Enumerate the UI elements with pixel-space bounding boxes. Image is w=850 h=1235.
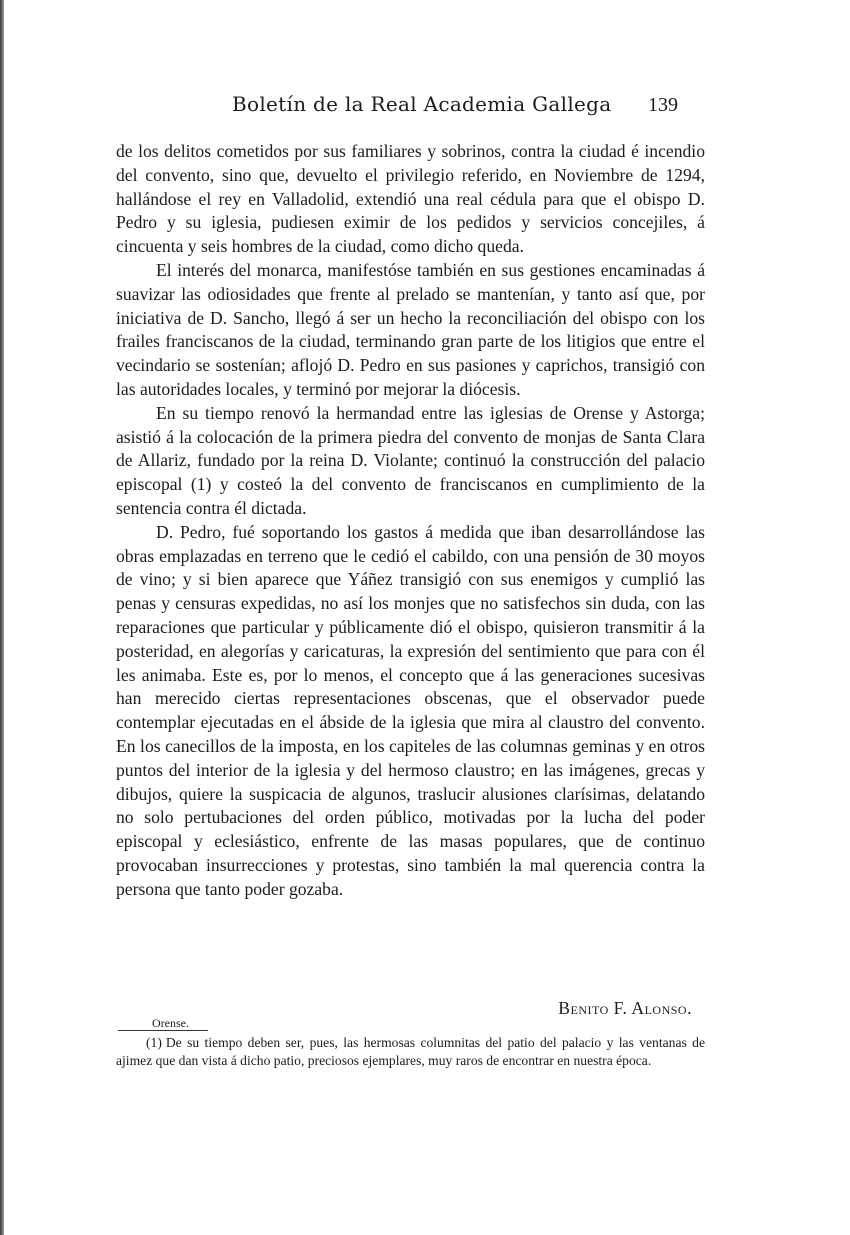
paragraph: de los delitos cometidos por sus familiares y sobrinos, contra la ciudad é incendio del convento, sino que, devuelto el privilegio referido, en Noviembre de 1294, hallándose el rey en Valladolid, extendió una real cédula para que el obispo D. Pedro y su iglesia, pudiesen eximir de los pedidos y servicios concejiles, á cincuenta y seis hombres de la ciudad, como dicho queda. <box>116 141 705 257</box>
dateline: Orense. <box>152 1016 189 1030</box>
page-edge-shadow <box>0 0 4 1235</box>
paragraph: En su tiempo renovó la hermandad entre las iglesias de Orense y Astorga; asistió á la colocación de la primera piedra del convento de monjas de Santa Clara de Allariz, fundado por la reina D. Violante; continuó la construcción del palacio episcopal (1) y costeó la del convento de franciscanos en cumplimiento de la sentencia contra él dictada. <box>116 402 705 518</box>
footnote-text: De su tiempo deben ser, pues, las hermosas columnitas del patio del palacio y las ventanas de ajimez que dan vista á dicho patio, preciosos ejemplares, muy raros de encontrar en nuestra época. <box>116 1035 705 1068</box>
footnote-mark: (1) <box>146 1035 162 1050</box>
footnote-rule <box>118 1030 208 1031</box>
running-head: Boletín de la Real Academia Gallega <box>232 92 612 116</box>
body-text <box>116 140 705 902</box>
author-signature: Benito F. Alonso. <box>558 998 692 1018</box>
footnote <box>116 1034 705 1070</box>
paragraph: El interés del monarca, manifestóse también en sus gestiones encaminadas á suavizar las odiosidades que frente al prelado se mantenían, y tanto así que, por iniciativa de D. Sancho, llegó á ser un hecho la reconciliación del obispo con los frailes franciscanos de la ciudad, terminando gran parte de los litigios que entre el vecindario se sostenían; aflojó D. Pedro en sus pasiones y caprichos, transigió con las autoridades locales, y terminó por mejorar la diócesis. <box>116 259 705 399</box>
page-header <box>116 92 708 128</box>
page-number: 139 <box>648 94 678 116</box>
paragraph: D. Pedro, fué soportando los gastos á medida que iban desarrollándose las obras emplazadas en terreno que le cedió el cabildo, con una pensión de 30 moyos de vino; y si bien aparece que Yáñez transigió con sus enemigos y cumplió las penas y censuras expedidas, no así los monjes que no satisfechos sin duda, con las reparaciones que particular y públicamente dió el obispo, quisieron transmitir á la posteridad, en alegorías y caricaturas, la expresión del sentimiento que para con él les animaba. Este es, por lo menos, el concepto que á las generaciones sucesivas han merecido ciertas representaciones obscenas, que el observador puede contemplar ejecutadas en el ábside de la iglesia que mira al claustro del convento. En los canecillos de la imposta, en los capiteles de las columnas geminas y en otros puntos del interior de la iglesia y del hermoso claustro; en las imágenes, grecas y dibujos, quiere la suspicacia de algunos, traslucir alusiones clarísimas, delatando no solo pertubaciones del orden público, motivadas por la lucha del poder episcopal y eclesiástico, enfrente de las masas populares, que de continuo provocaban insurrecciones y protestas, sino también la mal querencia contra la persona que tanto poder gozaba. <box>116 521 705 899</box>
